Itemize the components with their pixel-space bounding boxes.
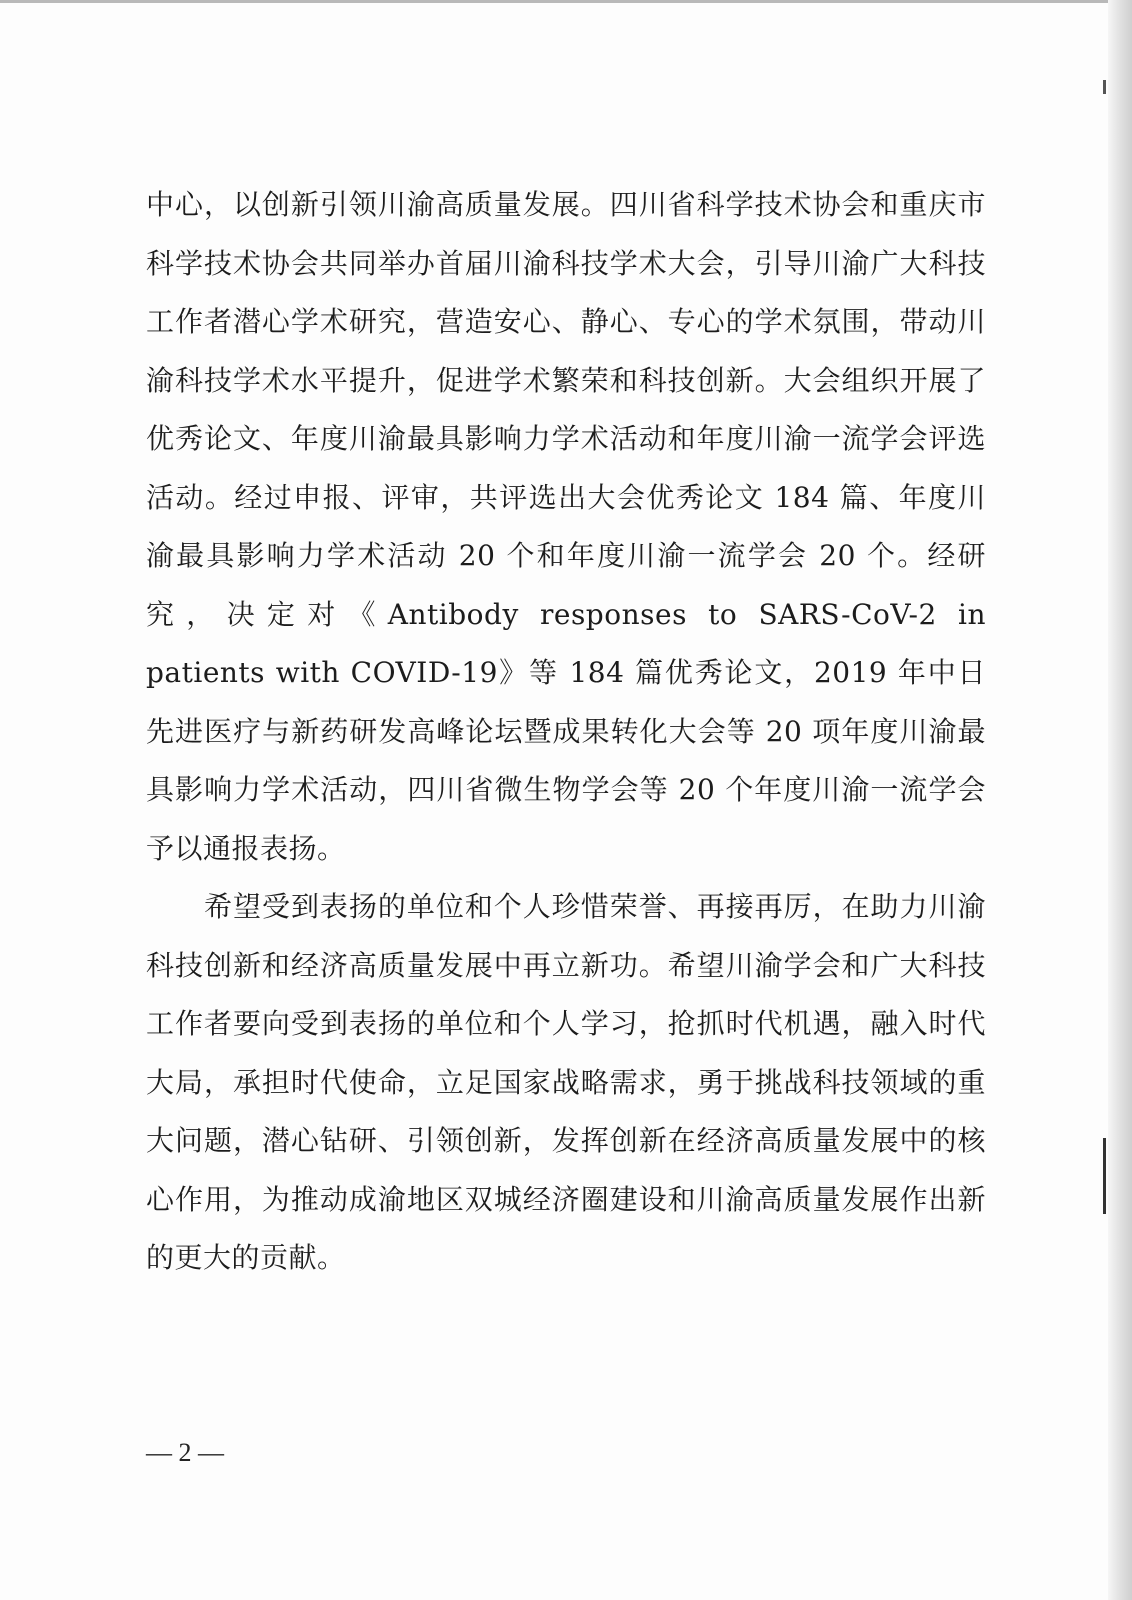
scan-mark-upper bbox=[1103, 80, 1106, 94]
page-number: — 2 — bbox=[146, 1438, 224, 1467]
scan-top-edge bbox=[0, 0, 1132, 3]
body-text bbox=[146, 176, 986, 1288]
scan-right-edge bbox=[1108, 0, 1132, 1600]
scan-mark-lower bbox=[1103, 1138, 1106, 1214]
paragraph-closing: 希望受到表扬的单位和个人珍惜荣誉、再接再厉，在助力川渝科技创新和经济高质量发展中再立新功。希望川渝学会和广大科技工作者要向受到表扬的单位和个人学习，抢抓时代机遇，融入时代大局，承担时代使命，立足国家战略需求，勇于挑战科技领域的重大问题，潜心钻研、引领创新，发挥创新在经济高质量发展中的核心作用，为推动成渝地区双城经济圈建设和川渝高质量发展作出新的更大的贡献。 bbox=[146, 890, 986, 1274]
paragraph-continuation: 中心，以创新引领川渝高质量发展。四川省科学技术协会和重庆市科学技术协会共同举办首届川渝科技学术大会，引导川渝广大科技工作者潜心学术研究，营造安心、静心、专心的学术氛围，带动川渝科技学术水平提升，促进学术繁荣和科技创新。大会组织开展了优秀论文、年度川渝最具影响力学术活动和年度川渝一流学会评选活动。经过申报、评审，共评选出大会优秀论文 184 篇、年度川渝最具影响力学术活动 20 个和年度川渝一流学会 20 个。经研究，决定对《Antibody responses to SARS-CoV-2 in patients with COVID-19》等 184 篇优秀论文，2019 年中日先进医疗与新药研发高峰论坛暨成果转化大会等 20 项年度川渝最具影响力学术活动，四川省微生物学会等 20 个年度川渝一流学会予以通报表扬。 bbox=[146, 188, 986, 865]
